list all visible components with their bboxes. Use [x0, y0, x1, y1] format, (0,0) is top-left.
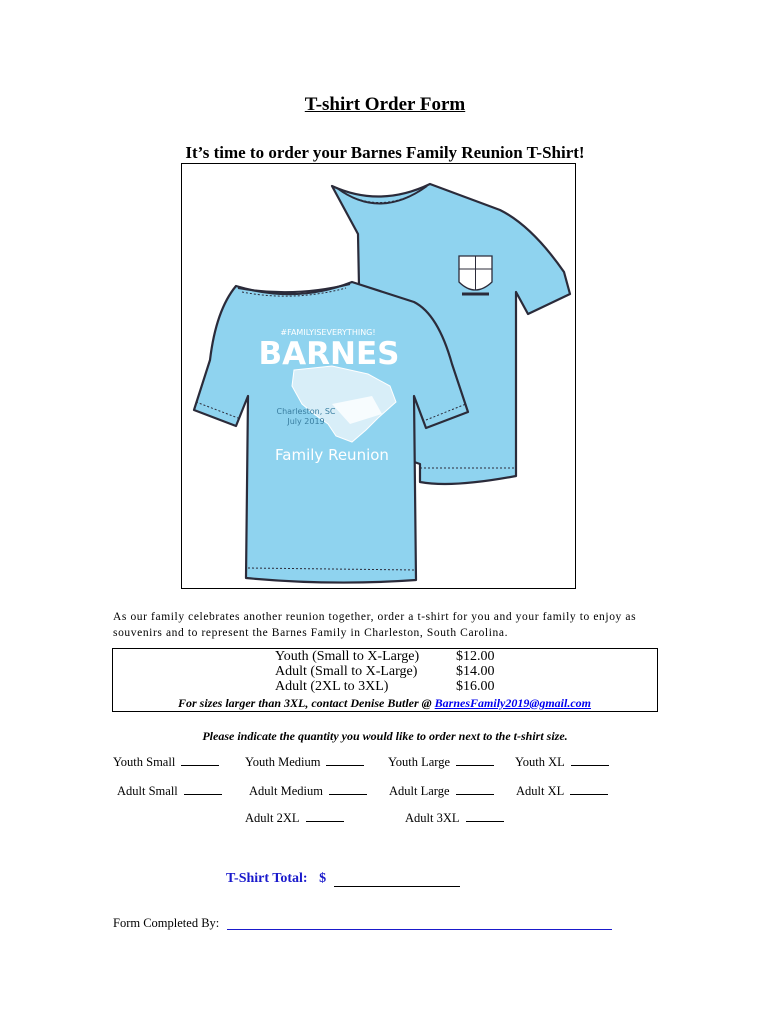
adult-medium-blank[interactable]	[329, 784, 367, 795]
youth-small-field[interactable]	[113, 755, 219, 770]
adult-medium-label: Adult Medium	[249, 784, 323, 798]
adult-2xl-blank[interactable]	[306, 811, 344, 822]
youth-large-field[interactable]	[388, 755, 494, 770]
price-label-adult-plus: Adult (2XL to 3XL)	[275, 679, 389, 694]
price-value-youth: $12.00	[456, 649, 495, 664]
youth-large-blank[interactable]	[456, 755, 494, 766]
adult-small-label: Adult Small	[117, 784, 178, 798]
price-label-youth: Youth (Small to X-Large)	[275, 649, 420, 664]
adult-xl-blank[interactable]	[570, 784, 608, 795]
total-label: T-Shirt Total:	[226, 871, 308, 886]
contact-text: For sizes larger than 3XL, contact Denise Butler @	[177, 696, 435, 710]
adult-2xl-label: Adult 2XL	[245, 811, 300, 825]
tshirt-total	[226, 871, 460, 887]
adult-large-label: Adult Large	[389, 784, 450, 798]
total-currency: $	[319, 871, 327, 886]
adult-xl-label: Adult XL	[516, 784, 565, 798]
shirt-location: Charleston, SC	[276, 407, 336, 416]
adult-3xl-label: Adult 3XL	[405, 811, 460, 825]
intro-paragraph	[113, 609, 653, 641]
completed-by-field[interactable]	[227, 929, 612, 930]
adult-2xl-field[interactable]	[245, 811, 344, 826]
adult-3xl-field[interactable]	[405, 811, 504, 826]
youth-small-blank[interactable]	[181, 755, 219, 766]
contact-note	[113, 696, 656, 711]
youth-large-label: Youth Large	[388, 755, 451, 769]
adult-small-blank[interactable]	[184, 784, 222, 795]
adult-xl-field[interactable]	[516, 784, 608, 799]
youth-small-label: Youth Small	[113, 755, 176, 769]
intro-line-2: souvenirs and to represent the Barnes Family in Charleston, South Carolina.	[113, 627, 509, 639]
price-value-adult-plus: $16.00	[456, 679, 495, 694]
tshirt-illustration	[182, 164, 574, 587]
total-amount-field[interactable]	[334, 872, 460, 887]
adult-large-field[interactable]	[389, 784, 494, 799]
price-box	[112, 648, 658, 712]
adult-medium-field[interactable]	[249, 784, 367, 799]
form-title: T-shirt Order Form	[304, 94, 466, 115]
adult-small-field[interactable]	[117, 784, 222, 799]
tshirt-image	[181, 163, 576, 589]
shirt-event: Family Reunion	[275, 446, 389, 464]
shirt-hashtag: #FAMILYISEVERYTHING!	[280, 328, 376, 337]
youth-xl-blank[interactable]	[571, 755, 609, 766]
form-subtitle: It’s time to order your Barnes Family Reunion T-Shirt!	[185, 143, 585, 162]
shirt-date: July 2019	[287, 417, 325, 426]
youth-medium-label: Youth Medium	[245, 755, 321, 769]
completed-by-label: Form Completed By:	[113, 916, 220, 930]
shirt-name: BARNES	[258, 336, 400, 372]
youth-xl-field[interactable]	[515, 755, 609, 770]
instructions: Please indicate the quantity you would like to order next to the t-shirt size.	[202, 729, 568, 743]
adult-3xl-blank[interactable]	[466, 811, 504, 822]
contact-email-link[interactable]: BarnesFamily2019@gmail.com	[434, 696, 591, 710]
youth-medium-blank[interactable]	[326, 755, 364, 766]
adult-large-blank[interactable]	[456, 784, 494, 795]
intro-line-1: As our family celebrates another reunion together, order a t-shirt for you and your family to enjoy as	[113, 611, 637, 623]
youth-xl-label: Youth XL	[515, 755, 565, 769]
price-label-adult: Adult (Small to X-Large)	[275, 664, 418, 679]
youth-medium-field[interactable]	[245, 755, 364, 770]
price-value-adult: $14.00	[456, 664, 495, 679]
